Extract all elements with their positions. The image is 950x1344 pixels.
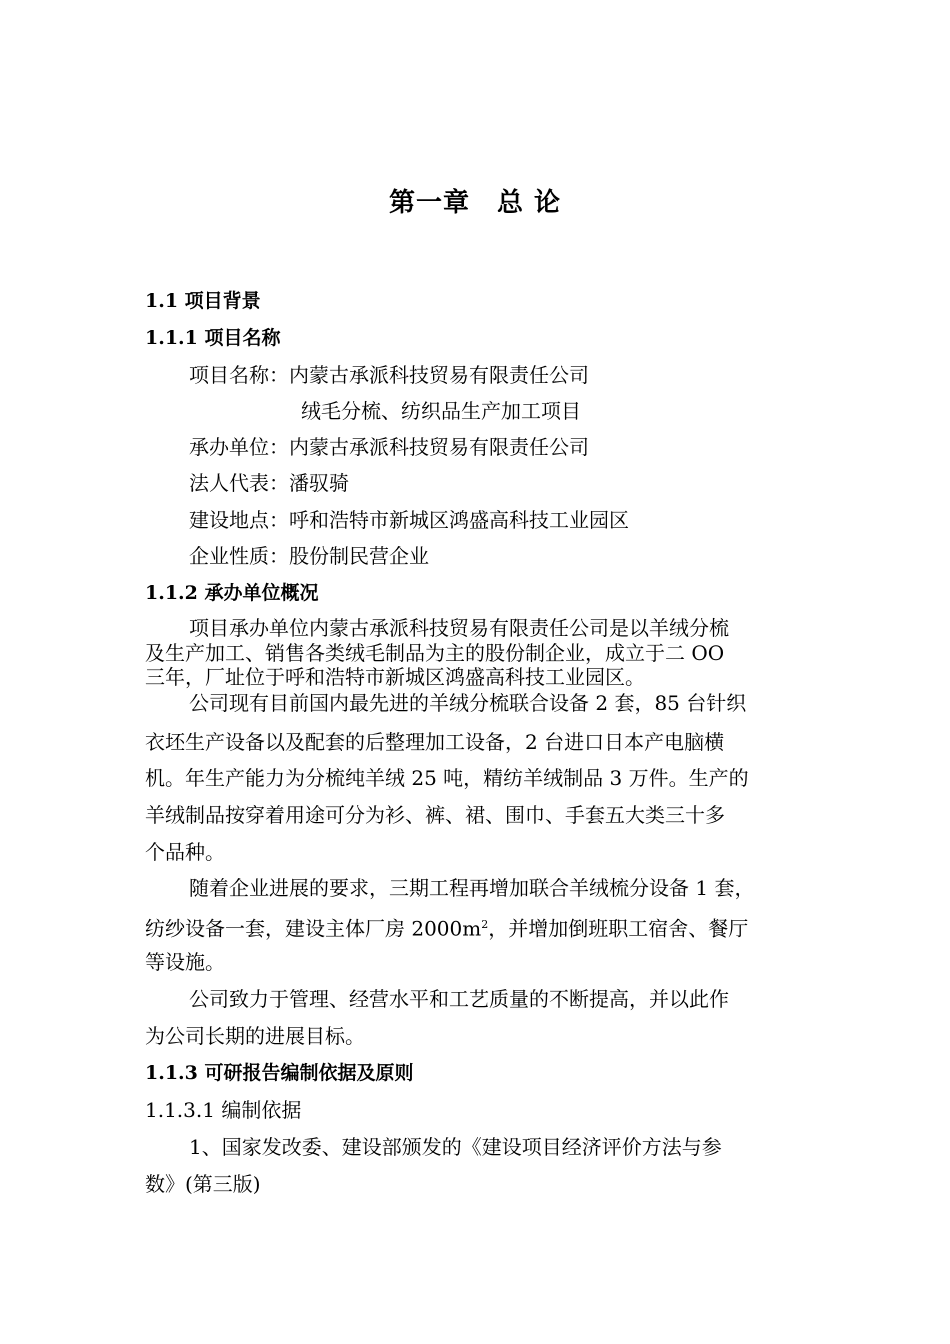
host-unit-row xyxy=(189,434,589,460)
basis-item1-line2: 数》(第三版) xyxy=(145,1172,261,1196)
project-name-value: 内蒙古承派科技贸易有限责任公司 xyxy=(289,363,589,387)
project-name-row xyxy=(189,362,589,388)
chapter-title: 第一章 总 论 xyxy=(388,188,562,218)
basis-item1-line1: 1、国家发改委、建设部颁发的《建设项目经济评价方法与参 xyxy=(189,1135,722,1159)
overview-p1-line3: 三年，厂址位于呼和浩特市新城区鸿盛高科技工业园区。 xyxy=(145,665,645,689)
host-unit-label: 承办单位： xyxy=(189,435,289,459)
overview-p2-line1: 公司现有目前国内最先进的羊绒分梳联合设备 2 套，85 台针织 xyxy=(189,691,747,715)
site-row xyxy=(189,507,629,533)
section-heading-1-1-1: 1.1.1 项目名称 xyxy=(145,327,281,349)
overview-p3-line2 xyxy=(145,912,748,942)
site-value: 呼和浩特市新城区鸿盛高科技工业园区 xyxy=(289,508,629,532)
overview-p2-line5: 个品种。 xyxy=(145,840,225,864)
section-heading-1-1: 1.1 项目背景 xyxy=(145,290,261,312)
overview-p2-line4: 羊绒制品按穿着用途可分为衫、裤、裙、围巾、手套五大类三十多 xyxy=(145,803,725,827)
project-name-label: 项目名称： xyxy=(189,363,289,387)
legal-rep-label: 法人代表： xyxy=(189,471,289,495)
overview-p3-line1: 随着企业进展的要求，三期工程再增加联合羊绒梳分设备 1 套， xyxy=(189,876,755,900)
overview-p4-line2: 为公司长期的进展目标。 xyxy=(145,1024,365,1048)
nature-row xyxy=(189,543,429,569)
section-heading-1-1-3: 1.1.3 可研报告编制依据及原则 xyxy=(145,1062,414,1084)
project-name-value-line2: 绒毛分梳、纺织品生产加工项目 xyxy=(301,399,581,423)
overview-p1-line2: 及生产加工、销售各类绒毛制品为主的股份制企业，成立于二 OO xyxy=(145,641,725,665)
host-unit-value: 内蒙古承派科技贸易有限责任公司 xyxy=(289,435,589,459)
nature-label: 企业性质： xyxy=(189,544,289,568)
legal-rep-row xyxy=(189,470,349,496)
site-label: 建设地点： xyxy=(189,508,289,532)
overview-p2-line3: 机。年生产能力为分梳纯羊绒 25 吨，精纺羊绒制品 3 万件。生产的 xyxy=(145,766,749,790)
nature-value: 股份制民营企业 xyxy=(289,544,429,568)
overview-p3-line2-sup: 2 xyxy=(481,918,489,931)
legal-rep-value: 潘驭骑 xyxy=(289,471,349,495)
overview-p3-line2-a: 纺纱设备一套，建设主体厂房 2000m xyxy=(145,916,482,941)
overview-p4-line1: 公司致力于管理、经营水平和工艺质量的不断提高，并以此作 xyxy=(189,987,729,1011)
section-heading-1-1-3-1: 1.1.3.1 编制依据 xyxy=(145,1098,302,1122)
overview-p2-line2: 衣坯生产设备以及配套的后整理加工设备，2 台进口日本产电脑横 xyxy=(145,730,725,754)
overview-p3-line2-b: ，并增加倒班职工宿舍、餐厅 xyxy=(488,916,749,941)
section-heading-1-1-2: 1.1.2 承办单位概况 xyxy=(145,582,319,604)
overview-p1-line1: 项目承办单位内蒙古承派科技贸易有限责任公司是以羊绒分梳 xyxy=(189,616,729,640)
overview-p3-line3: 等设施。 xyxy=(145,950,225,974)
